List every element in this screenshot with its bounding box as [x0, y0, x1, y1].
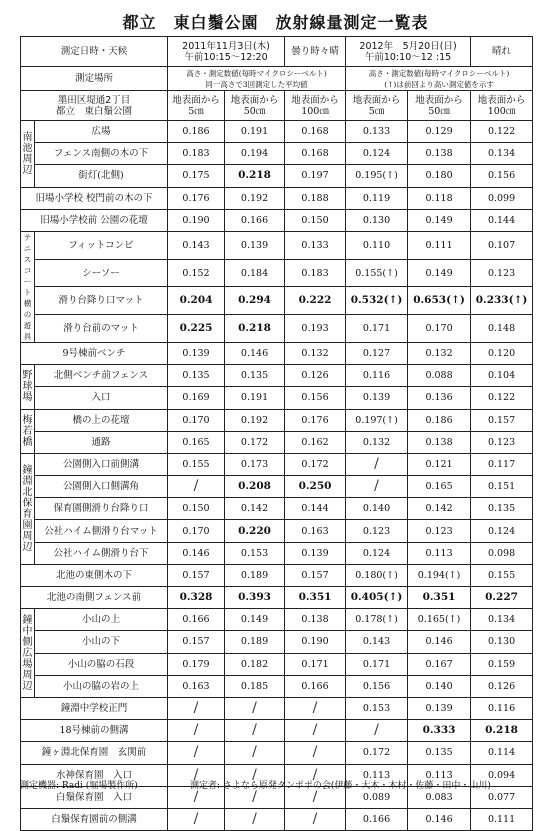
value-cell: 0.104	[471, 365, 533, 387]
value-cell: 0.190	[285, 631, 346, 653]
table-row	[21, 720, 533, 742]
group-label-umewaka: 梅若橋	[21, 409, 35, 453]
value-cell: 0.150	[285, 209, 346, 231]
value-cell: 0.142	[225, 498, 285, 520]
value-cell: 0.134	[471, 609, 533, 631]
value-cell: 0.153	[225, 542, 285, 564]
height-100-a	[285, 91, 346, 121]
value-cell: 0.146	[168, 542, 225, 564]
value-cell: 0.139	[346, 387, 408, 409]
value-cell: 0.111	[471, 808, 533, 830]
place-line1: 墨田区堤通2丁目	[57, 94, 131, 106]
place-line2: 都立 東白鬚公園	[56, 105, 133, 117]
height-100-b	[471, 91, 533, 121]
value-cell: 0.159	[471, 653, 533, 675]
table-row	[21, 498, 533, 520]
value-cell: 0.204	[168, 287, 225, 315]
place-name: 北池の東側木の下	[21, 564, 168, 586]
value-cell: /	[225, 786, 285, 808]
value-cell: 0.127	[346, 342, 408, 364]
value-cell: 0.135	[408, 742, 471, 764]
table-row	[21, 387, 533, 409]
value-cell: 0.222	[285, 287, 346, 315]
value-cell: 0.166	[346, 808, 408, 830]
table-row	[21, 409, 533, 431]
value-cell: 0.250	[285, 476, 346, 498]
value-cell: 0.123	[471, 259, 533, 287]
value-cell: 0.208	[225, 476, 285, 498]
instrument-note: 測定機器: Radi (堀場製作所)	[20, 781, 138, 791]
header-row-heights	[21, 91, 533, 121]
page-title: 都立 東白鬚公園 放射線量測定一覧表	[122, 13, 429, 32]
table-row	[21, 742, 533, 764]
value-cell: 0.172	[285, 453, 346, 475]
value-cell: /	[346, 476, 408, 498]
place-name: 北池の南側フェンス前	[21, 587, 168, 609]
time1: 午前10:15〜12:20	[184, 51, 268, 63]
value-cell: 0.144	[285, 498, 346, 520]
value-cell: /	[225, 720, 285, 742]
value-cell: 0.126	[285, 365, 346, 387]
table-row	[21, 165, 533, 187]
value-cell: 0.233(↑)	[471, 287, 533, 315]
value-cell: 0.227	[471, 587, 533, 609]
table-row	[21, 187, 533, 209]
height-label: 地表面から	[477, 94, 526, 106]
value-cell: 0.170	[168, 409, 225, 431]
value-cell: 0.144	[471, 209, 533, 231]
value-cell: 0.163	[168, 675, 225, 697]
date1: 2011年11月3日(木)	[182, 40, 270, 52]
value-cell: 0.171	[346, 315, 408, 343]
value-cell: 0.151	[471, 476, 533, 498]
value-cell: 0.183	[285, 259, 346, 287]
place-name: 街灯(北側)	[35, 165, 168, 187]
value-note1: 同一高さで3回測定した平均値	[205, 79, 308, 89]
group-label-kanechu: 鐘中側広場周辺	[21, 609, 35, 698]
value-cell: 0.194	[225, 143, 285, 165]
place-name: 小山の上	[35, 609, 168, 631]
value-cell: 0.143	[346, 631, 408, 653]
place-name: 広場	[35, 121, 168, 143]
value-cell: 0.157	[168, 564, 225, 586]
value-cell: 0.178(↑)	[346, 609, 408, 631]
value-cell: 0.133	[346, 121, 408, 143]
value-cell: 0.170	[408, 315, 471, 343]
value-cell: 0.328	[168, 587, 225, 609]
place-name: 白鬚保育園前の側溝	[21, 808, 168, 830]
place-name: 保育園側滑り台降り口	[35, 498, 168, 520]
value-cell: 0.180(↑)	[346, 564, 408, 586]
table-row	[21, 453, 533, 475]
value-cell: 0.124	[471, 520, 533, 542]
value-cell: 0.156	[346, 675, 408, 697]
value-note2: (↑)は前回より高い測定値を示す	[384, 79, 494, 89]
height-unit: 100㎝	[487, 105, 516, 117]
value-cell: 0.157	[168, 631, 225, 653]
value-cell: 0.171	[285, 653, 346, 675]
value-cell: 0.132	[346, 431, 408, 453]
value-cell: 0.176	[168, 187, 225, 209]
group-label-yakyu: 野球場	[21, 365, 35, 409]
value-cell: 0.191	[225, 121, 285, 143]
value-cell: 0.170	[168, 520, 225, 542]
place-name: 滑り台前のマット	[35, 315, 168, 343]
table-row	[21, 697, 533, 719]
value-cell: 0.156	[471, 165, 533, 187]
value-cell: 0.192	[225, 409, 285, 431]
value-cell: 0.140	[346, 498, 408, 520]
value-cell: 0.130	[346, 209, 408, 231]
table-row	[21, 287, 533, 315]
group-label-minami: 南池周辺	[21, 121, 35, 188]
value-cell: /	[225, 808, 285, 830]
location-label: 測定場所	[21, 67, 168, 91]
value-cell: 0.132	[285, 342, 346, 364]
value-cell: 0.163	[285, 520, 346, 542]
value-cell: 0.121	[408, 453, 471, 475]
value-cell: 0.189	[225, 631, 285, 653]
place-name: 白鬚保育園 入口	[21, 786, 168, 808]
place-name: 入口	[35, 387, 168, 409]
value-cell: 0.117	[471, 453, 533, 475]
value-cell: 0.114	[471, 742, 533, 764]
value-cell: 0.113	[408, 764, 471, 786]
value-cell: 0.157	[471, 409, 533, 431]
header-row-datetime	[21, 37, 533, 67]
value-cell: 0.157	[285, 564, 346, 586]
value-cell: 0.120	[471, 342, 533, 364]
place-cell	[21, 91, 168, 121]
value-cell: 0.135	[225, 365, 285, 387]
place-name: 公社ハイム側滑り台下	[35, 542, 168, 564]
value-cell: 0.122	[471, 121, 533, 143]
header-row-labels	[21, 67, 533, 91]
value-label2: 高さ・測定数値(毎時マイクロシーベルト)	[368, 68, 510, 78]
value-cell: 0.142	[408, 498, 471, 520]
value-cell: 0.149	[225, 609, 285, 631]
value-cell: 0.122	[471, 387, 533, 409]
value-cell: 0.168	[285, 143, 346, 165]
value-cell: 0.124	[346, 542, 408, 564]
measurement-table	[20, 36, 533, 831]
table-row	[21, 431, 533, 453]
table-row	[21, 231, 533, 259]
value-cell: /	[168, 697, 225, 719]
value-cell: 0.162	[285, 431, 346, 453]
table-row	[21, 808, 533, 830]
value-cell: 0.149	[408, 209, 471, 231]
value-cell: 0.192	[225, 187, 285, 209]
value-cell: 0.135	[471, 498, 533, 520]
value-cell: 0.139	[225, 231, 285, 259]
value-cell: 0.225	[168, 315, 225, 343]
value-cell: 0.165	[168, 431, 225, 453]
value-cell: 0.165(↑)	[408, 609, 471, 631]
value-cell: 0.138	[285, 609, 346, 631]
table-row	[21, 342, 533, 364]
value-cell: 0.165	[408, 476, 471, 498]
place-name: 鐘ヶ淵北保育園 玄関前	[21, 742, 168, 764]
table-row	[21, 520, 533, 542]
value-cell: 0.172	[225, 431, 285, 453]
value-cell: /	[285, 764, 346, 786]
value-cell: 0.188	[285, 187, 346, 209]
value-cell: 0.124	[346, 143, 408, 165]
value-cell: 0.089	[346, 786, 408, 808]
value-cell: 0.138	[408, 143, 471, 165]
value-cell: 0.218	[225, 165, 285, 187]
place-name: 小山の脇の岩の上	[35, 675, 168, 697]
table-row	[21, 653, 533, 675]
value-cell: 0.153	[346, 697, 408, 719]
value-cell: 0.146	[408, 808, 471, 830]
value-cell: 0.149	[408, 259, 471, 287]
value-cell: 0.166	[225, 209, 285, 231]
height-label: 地表面から	[230, 94, 279, 106]
value-cell: 0.194(↑)	[408, 564, 471, 586]
value-cell: 0.191	[225, 387, 285, 409]
height-50-a	[225, 91, 285, 121]
value-cell: /	[168, 476, 225, 498]
value-cell: 0.083	[408, 786, 471, 808]
value-cell: 0.333	[408, 720, 471, 742]
place-name: 9号棟前ベンチ	[21, 342, 168, 364]
place-name: 水神保育園 入口	[21, 764, 168, 786]
value-cell: /	[285, 742, 346, 764]
value-cell: 0.351	[408, 587, 471, 609]
table-row	[21, 542, 533, 564]
group-label-kanegafuchi: 鐘淵北保育園周辺	[21, 453, 35, 564]
value-cell: 0.184	[225, 259, 285, 287]
place-name: シーソー	[35, 259, 168, 287]
value-cell: /	[168, 764, 225, 786]
value-cell: 0.139	[408, 697, 471, 719]
value-cell: 0.220	[225, 520, 285, 542]
weather2: 晴れ	[471, 37, 533, 67]
value-cell: 0.146	[408, 631, 471, 653]
place-name: 北側ベンチ前フェンス	[35, 365, 168, 387]
measurer-note: 測定者: さよなら原発タンポポの会(伊藤・大木・木村・佐藤・田中・山川)	[190, 781, 491, 791]
value-cell: 0.197(↑)	[346, 409, 408, 431]
value-cell: 0.294	[225, 287, 285, 315]
value-cell: /	[346, 453, 408, 475]
date2-cell	[346, 37, 471, 67]
value-cell: 0.175	[168, 165, 225, 187]
value-cell: 0.185	[225, 675, 285, 697]
value-cell: 0.088	[408, 365, 471, 387]
value-cell: 0.130	[471, 631, 533, 653]
value-cell: 0.123	[408, 520, 471, 542]
place-name: フェンス南側の木の下	[35, 143, 168, 165]
table-row	[21, 315, 533, 343]
value-cell: 0.166	[168, 609, 225, 631]
value-cell: 0.136	[408, 387, 471, 409]
value-cell: 0.155(↑)	[346, 259, 408, 287]
value-cell: 0.393	[225, 587, 285, 609]
datetime-weather-label: 測定日時・天候	[21, 37, 168, 67]
place-name: フィットコンビ	[35, 231, 168, 259]
date2: 2012年 5月20日(日)	[359, 40, 457, 52]
table-row	[21, 365, 533, 387]
value-cell: 0.653(↑)	[408, 287, 471, 315]
height-unit: 50㎝	[428, 105, 450, 117]
place-name: 鐘淵中学校正門	[21, 697, 168, 719]
value-cell: /	[168, 720, 225, 742]
value-cell: 0.197	[285, 165, 346, 187]
value-cell: 0.155	[168, 453, 225, 475]
place-name: 滑り台降り口マット	[35, 287, 168, 315]
value-cell: 0.110	[346, 231, 408, 259]
value-cell: 0.119	[346, 187, 408, 209]
value-cell: /	[285, 808, 346, 830]
table-row	[21, 209, 533, 231]
value-cell: 0.351	[285, 587, 346, 609]
height-50-b	[408, 91, 471, 121]
value-cell: 0.134	[471, 143, 533, 165]
value-cell: 0.195(↑)	[346, 165, 408, 187]
place-name: 旧場小学校前 公園の花壇	[21, 209, 168, 231]
value-cell: 0.152	[168, 259, 225, 287]
table-row	[21, 609, 533, 631]
value-cell: 0.138	[408, 431, 471, 453]
value-cell: 0.171	[346, 653, 408, 675]
height-unit: 100㎝	[301, 105, 329, 117]
height-label: 地表面から	[352, 94, 401, 106]
height-5-a	[168, 91, 225, 121]
place-name: 小山の下	[35, 631, 168, 653]
value-cell: 0.186	[168, 121, 225, 143]
value-cell: 0.099	[471, 187, 533, 209]
value-cell: 0.186	[408, 409, 471, 431]
value-cell: 0.133	[285, 231, 346, 259]
table-row	[21, 476, 533, 498]
value-cell: 0.123	[346, 520, 408, 542]
value-cell: /	[225, 742, 285, 764]
value-cell: 0.126	[471, 675, 533, 697]
value-cell: /	[285, 697, 346, 719]
value-cell: 0.150	[168, 498, 225, 520]
date1-cell	[168, 37, 285, 67]
value-cell: 0.218	[225, 315, 285, 343]
value-label1: 高さ・測定数値(毎時マイクロシーベルト)	[186, 68, 327, 78]
place-name: 橋の上の花壇	[35, 409, 168, 431]
value-cell: 0.118	[408, 187, 471, 209]
value-cell: 0.116	[471, 697, 533, 719]
value-cell: 0.532(↑)	[346, 287, 408, 315]
value-cell: 0.176	[285, 409, 346, 431]
value-cell: 0.182	[225, 653, 285, 675]
value-cell: 0.155	[471, 564, 533, 586]
value-cell: 0.094	[471, 764, 533, 786]
value-cell: 0.135	[168, 365, 225, 387]
group-label-tennis: テニスコート横の遊具	[21, 231, 35, 342]
weather1: 曇り時々晴	[285, 37, 346, 67]
value-cell: 0.107	[471, 231, 533, 259]
value-label1-cell	[168, 67, 346, 91]
value-cell: 0.123	[471, 431, 533, 453]
height-5-b	[346, 91, 408, 121]
place-name: 小山の脇の石段	[35, 653, 168, 675]
table-row	[21, 631, 533, 653]
value-cell: 0.139	[285, 542, 346, 564]
value-cell: /	[285, 720, 346, 742]
value-cell: /	[168, 808, 225, 830]
value-cell: 0.166	[285, 675, 346, 697]
value-cell: 0.189	[225, 564, 285, 586]
time2: 午前10:10〜12 :15	[364, 51, 452, 63]
value-cell: /	[285, 786, 346, 808]
value-cell: 0.143	[168, 231, 225, 259]
value-cell: 0.077	[471, 786, 533, 808]
place-name: 公園側入口前側溝	[35, 453, 168, 475]
value-cell: 0.190	[168, 209, 225, 231]
place-name: 通路	[35, 431, 168, 453]
place-name: 公園側入口側溝角	[35, 476, 168, 498]
table-row	[21, 259, 533, 287]
value-cell: 0.146	[225, 342, 285, 364]
height-unit: 5㎝	[188, 105, 204, 117]
table-row	[21, 143, 533, 165]
value-cell: 0.139	[168, 342, 225, 364]
value-cell: 0.218	[471, 720, 533, 742]
table-row	[21, 675, 533, 697]
value-cell: 0.132	[408, 342, 471, 364]
height-label: 地表面から	[415, 94, 463, 106]
value-cell: 0.183	[168, 143, 225, 165]
value-cell: 0.111	[408, 231, 471, 259]
height-label: 地表面から	[291, 94, 339, 106]
value-cell: 0.179	[168, 653, 225, 675]
value-cell: 0.193	[285, 315, 346, 343]
value-cell: 0.405(↑)	[346, 587, 408, 609]
value-label2-cell	[346, 67, 533, 91]
height-label: 地表面から	[172, 94, 220, 106]
place-name: 18号棟前の側溝	[21, 720, 168, 742]
table-row	[21, 564, 533, 586]
height-unit: 50㎝	[243, 105, 266, 117]
value-cell: 0.168	[285, 121, 346, 143]
value-cell: 0.113	[346, 764, 408, 786]
value-cell: 0.148	[471, 315, 533, 343]
value-cell: /	[225, 764, 285, 786]
value-cell: 0.098	[471, 542, 533, 564]
value-cell: 0.113	[408, 542, 471, 564]
place-name: 旧場小学校 校門前の木の下	[21, 187, 168, 209]
table-row	[21, 121, 533, 143]
value-cell: /	[168, 786, 225, 808]
value-cell: 0.180	[408, 165, 471, 187]
value-cell: /	[168, 742, 225, 764]
height-unit: 5㎝	[368, 105, 385, 117]
place-name: 公社ハイム側滑り台マット	[35, 520, 168, 542]
table-row	[21, 587, 533, 609]
value-cell: 0.167	[408, 653, 471, 675]
value-cell: 0.129	[408, 121, 471, 143]
value-cell: 0.173	[225, 453, 285, 475]
value-cell: 0.169	[168, 387, 225, 409]
value-cell: 0.116	[346, 365, 408, 387]
value-cell: 0.140	[408, 675, 471, 697]
value-cell: /	[225, 697, 285, 719]
value-cell: 0.172	[346, 742, 408, 764]
value-cell: /	[346, 720, 408, 742]
value-cell: 0.156	[285, 387, 346, 409]
